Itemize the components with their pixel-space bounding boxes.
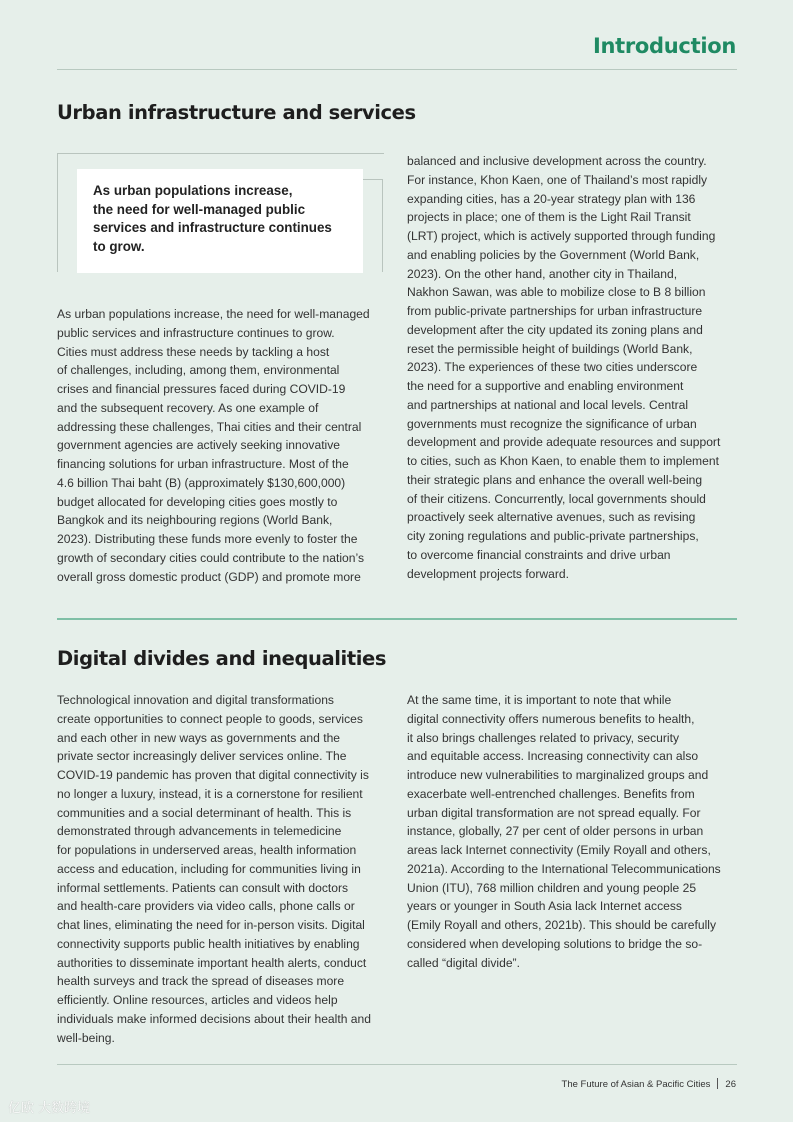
pull-quote [93, 182, 332, 257]
paragraph-line: governments must recognize the significance of urban [407, 416, 697, 431]
paragraph-line: expanding cities, has a 20-year strategy plan with 136 [407, 191, 696, 206]
paragraph-line: it also brings challenges related to privacy, security [407, 730, 680, 745]
paragraph-line: government agencies are actively seeking innovative [57, 438, 341, 453]
paragraph-line: exacerbate well-entrenched challenges. Benefits from [407, 786, 695, 801]
paragraph-line: to overcome financial constraints and drive urban [407, 547, 671, 562]
paragraph-line: and enabling policies by the Government (World Bank, [407, 247, 700, 262]
paragraph-line: balanced and inclusive development across the country. [407, 154, 707, 168]
paragraph-line: and the subsequent recovery. As one example of [57, 400, 319, 415]
paragraph-line: from public-private partnerships for urban infrastructure [407, 304, 703, 318]
paragraph-line: 4.6 billion Thai baht (B) (approximately $130,600,000) [57, 475, 346, 490]
paragraph-line: reset the permissible height of buildings (World Bank, [407, 341, 693, 356]
paragraph-line: informal settlements. Patients can consult with doctors [57, 880, 349, 895]
paragraph-line: the need for a supportive and enabling environment [407, 379, 684, 393]
header-divider [57, 69, 737, 70]
paragraph-line: called “digital divide”. [407, 955, 520, 970]
paragraph-line: As urban populations increase, the need for well-managed [57, 307, 370, 321]
paragraph-line: Cities must address these needs by tackling a host [57, 344, 330, 359]
paragraph-line: demonstrated through advancements in telemedicine [57, 824, 342, 839]
paragraph-line: growth of secondary cities could contribute to the nation’s [57, 550, 365, 565]
paragraph-line: instance, globally, 27 per cent of older persons in urban [407, 824, 704, 839]
paragraph-line: budget allocated for developing cities goes mostly to [57, 494, 338, 509]
paragraph-line: city zoning regulations and public-private partnerships, [407, 529, 699, 543]
section2-right-column [407, 691, 721, 972]
paragraph-line: overall gross domestic product (GDP) and promote more [57, 569, 361, 584]
page-footer [562, 1078, 736, 1090]
paragraph-line: proactively seek alternative avenues, such as revising [407, 510, 696, 525]
paragraph-line: development projects forward. [407, 566, 570, 581]
paragraph-line: and health-care providers via video calls, phone calls or [57, 899, 355, 914]
paragraph-line: Nakhon Sawan, was able to mobilize close to B 8 billion [407, 285, 706, 300]
paragraph-line: crises and financial pressures faced during COVID-19 [57, 382, 346, 396]
paragraph-line: to cities, such as Khon Kaen, to enable them to implement [407, 454, 719, 468]
paragraph-line: Union (ITU), 768 million children and young people 25 [407, 880, 697, 895]
footer-divider [57, 1064, 737, 1065]
paragraph-line: create opportunities to connect people to goods, services [57, 711, 363, 726]
paragraph-line: and equitable access. Increasing connectivity can also [407, 749, 699, 764]
section-title-urban: Urban infrastructure and services [57, 101, 416, 124]
pull-quote-frame-accent [362, 179, 383, 272]
section-title-digital: Digital divides and inequalities [57, 647, 387, 670]
page-number: 26 [725, 1079, 736, 1090]
paragraph-line: and partnerships at national and local levels. Central [407, 397, 689, 412]
paragraph-line: well-being. [57, 1030, 115, 1045]
section1-right-column [407, 152, 720, 583]
paragraph-line: addressing these challenges, Thai cities and their central [57, 419, 362, 434]
paragraph-line: private sector increasingly deliver services online. The [57, 749, 347, 764]
paragraph-line: access and education, including for communities living in [57, 861, 361, 876]
paragraph-line: communities and a social determinant of health. This is [57, 805, 352, 820]
pull-quote-line: As urban populations increase, [93, 183, 293, 198]
paragraph-line: for populations in underserved areas, health information [57, 843, 357, 857]
paragraph-line: digital connectivity offers numerous benefits to health, [407, 711, 695, 726]
paragraph-line: considered when developing solutions to bridge the so- [407, 936, 703, 951]
page-header-title: Introduction [592, 34, 736, 58]
paragraph-line: At the same time, it is important to note that while [407, 693, 672, 707]
watermark-logo: 亿欧 大数跨境 [8, 1101, 91, 1116]
section1-left-column [57, 305, 370, 586]
paragraph-line: efficiently. Online resources, articles and videos help [57, 993, 338, 1007]
paragraph-line: 2023). Distributing these funds more evenly to foster the [57, 532, 358, 546]
paragraph-line: 2023). On the other hand, another city in Thailand, [407, 266, 678, 281]
paragraph-line: introduce new vulnerabilities to marginalized groups and [407, 768, 709, 782]
paragraph-line: (LRT) project, which is actively supported through funding [407, 229, 716, 243]
pull-quote-line: services and infrastructure continues [93, 220, 332, 236]
paragraph-line: Technological innovation and digital transformations [57, 693, 334, 707]
paragraph-line: public services and infrastructure continues to grow. [57, 325, 335, 340]
pull-quote-line: to grow. [93, 239, 145, 255]
paragraph-line: of their citizens. Concurrently, local governments should [407, 491, 706, 506]
pull-quote-line: the need for well-managed public [93, 201, 306, 217]
paragraph-line: COVID-19 pandemic has proven that digital connectivity is [57, 768, 369, 782]
paragraph-line: development and provide adequate resources and support [407, 435, 721, 450]
paragraph-line: authorities to disseminate important health alerts, conduct [57, 955, 367, 970]
paragraph-line: For instance, Khon Kaen, one of Thailand’s most rapidly [407, 172, 708, 187]
paragraph-line: (Emily Royall and others, 2021b). This should be carefully [407, 918, 716, 932]
paragraph-line: Bangkok and its neighbouring regions (World Bank, [57, 513, 333, 528]
paragraph-line: of challenges, including, among them, environmental [57, 363, 340, 378]
paragraph-line: their strategic plans and enhance the overall well-being [407, 472, 703, 487]
publication-title: The Future of Asian & Pacific Cities [561, 1079, 711, 1090]
paragraph-line: financing solutions for urban infrastructure. Most of the [57, 457, 349, 471]
paragraph-line: chat lines, eliminating the need for in-person visits. Digital [57, 918, 365, 932]
paragraph-line: development after the city updated its zoning plans and [407, 322, 703, 337]
footer-separator [717, 1078, 718, 1089]
paragraph-line: 2023). The experiences of these two cities underscore [407, 360, 698, 375]
paragraph-line: and each other in new ways as governments and the [57, 730, 341, 745]
paragraph-line: connectivity supports public health initiatives by enabling [57, 936, 360, 951]
paragraph-line: projects in place; one of them is the Light Rail Transit [407, 210, 691, 225]
paragraph-line: areas lack Internet connectivity (Emily Royall and others, [407, 843, 711, 857]
section-divider [57, 618, 737, 620]
paragraph-line: years or younger in South Asia lack Internet access [407, 899, 682, 914]
section2-left-column [57, 691, 371, 1047]
paragraph-line: 2021a). According to the International Telecommunications [407, 861, 721, 876]
paragraph-line: urban digital transformation are not spread equally. For [407, 805, 701, 820]
paragraph-line: health surveys and track the spread of diseases more [57, 974, 345, 989]
paragraph-line: no longer a luxury, instead, it is a cornerstone for resilient [57, 786, 363, 801]
paragraph-line: individuals make informed decisions about their health and [57, 1011, 371, 1026]
